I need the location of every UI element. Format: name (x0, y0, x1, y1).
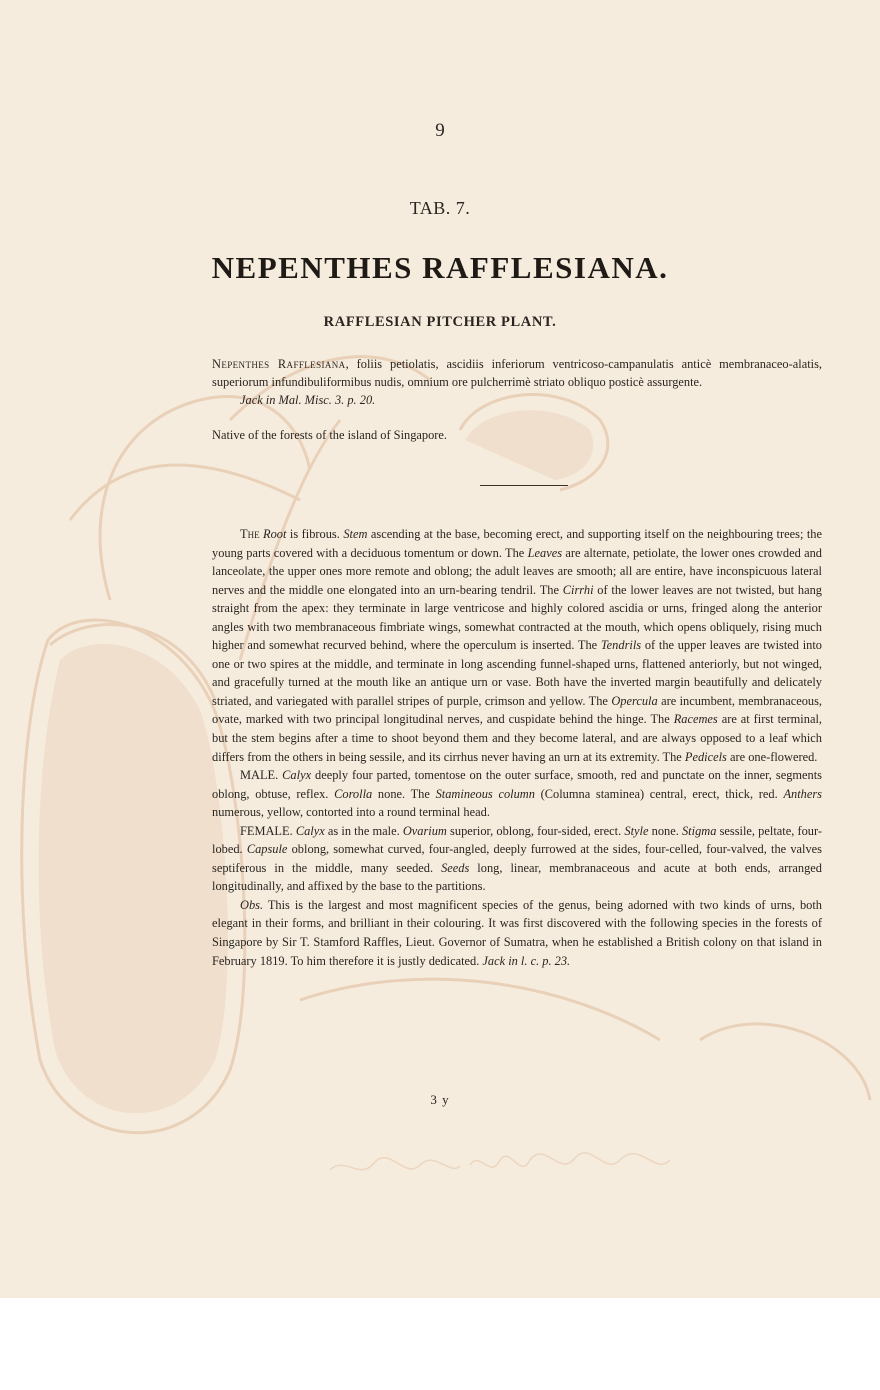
male-flower-paragraph: MALE. Calyx deeply four parted, tomentose on the outer surface, smooth, red and punctate on the inner, segments oblong, obtuse, reflex. Corolla none. The Stamineous column (Columna staminea) central, erect, thick, red. Anthers numerous, yellow, contorted into a round terminal head. (212, 768, 822, 820)
latin-diagnosis (212, 355, 822, 409)
observations-paragraph: Obs. This is the largest and most magnificent species of the genus, being adorned with two kinds of urns, both elegant in their forms, and brilliant in their colouring. It was first discovered with the following species in the forests of Singapore by Sir T. Stamford Raffles, Lieut. Governor of Sumatra, when he established a British colony on that island in February 1819. To him therefore it is justly dedicated. Jack in l. c. p. 23. (212, 897, 822, 968)
signature-mark: 3 y (430, 1092, 450, 1107)
diagnosis-text: , foliis petiolatis, ascidiis inferiorum ventricoso-campanulatis anticè membranaceo-alatis, superiorum infundibuliformibus nudis, omnium ore pulcherrimè striato obliquo posticè assurgente. (212, 357, 823, 389)
description-body (212, 525, 822, 970)
common-name: RAFFLESIAN PITCHER PLANT. (323, 314, 557, 330)
female-flower-paragraph: FEMALE. Calyx as in the male. Ovarium superior, oblong, four-sided, erect. Style none. Stigma sessile, peltate, four-lobed. Capsule oblong, somewhat curved, four-angled, deeply furrowed at the sides, four-celled, four-valved, the valves septiferous in the middle, many seeded. Seeds long, linear, membranaceous and acute at both ends, arranged longitudinally, and affixed by the base to the partitions. (212, 823, 822, 894)
species-title: NEPENTHES RAFFLESIANA. (211, 250, 669, 285)
plate-label: TAB. 7. (409, 198, 471, 218)
diagnosis-genus-name: Nepenthes Rafflesiana (212, 357, 346, 371)
description-paragraph: The Root is fibrous. Stem ascending at the base, becoming erect, and supporting itself on the neighbouring trees; the young parts covered with a deciduous tomentum or down. The Leaves are alternate, petiolate, the lower ones crowded and lanceolate, the upper ones more remote and oblong; the adult leaves are smooth; all are entire, have inconspicuous lateral nerves and the middle one elongated into an urn-bearing tendril. The Cirrhi of the lower leaves are not twisted, but hang straight from the apex: they terminate in large ventricose and highly colored ascidia or urns, fringed along the anterior angles with two membranaceous fimbriate wings, somewhat contracted at the mouth, which opens obliquely, rising much higher and somewhat recurved behind, where the operculum is inserted. The Tendrils of the upper leaves are twisted into one or two spires at the middle, and terminate in long ascending funnel-shaped urns, flattened anteriorly, but not winged, and gracefully turned at the mouth like an antique urn or vase. Both have the inverted margin beautifully and delicately striated, and variegated with parallel stripes of purple, crimson and yellow. The Opercula are incumbent, membranaceous, ovate, marked with two principal longitudinal nerves, and cuspidate behind the hinge. The Racemes are at first terminal, but the stem begins after a time to shoot beyond them and they become lateral, and are always opposed to a leaf which differs from the others in being sessile, and its cirrhus never having an urn at its extremity. The Pedicels are one-flowered. (212, 527, 822, 764)
section-divider (480, 485, 568, 486)
page-number: 9 (435, 120, 445, 141)
diagnosis-reference: Jack in Mal. Misc. 3. p. 20. (240, 393, 376, 407)
native-statement: Native of the forests of the island of Singapore. (212, 428, 448, 442)
